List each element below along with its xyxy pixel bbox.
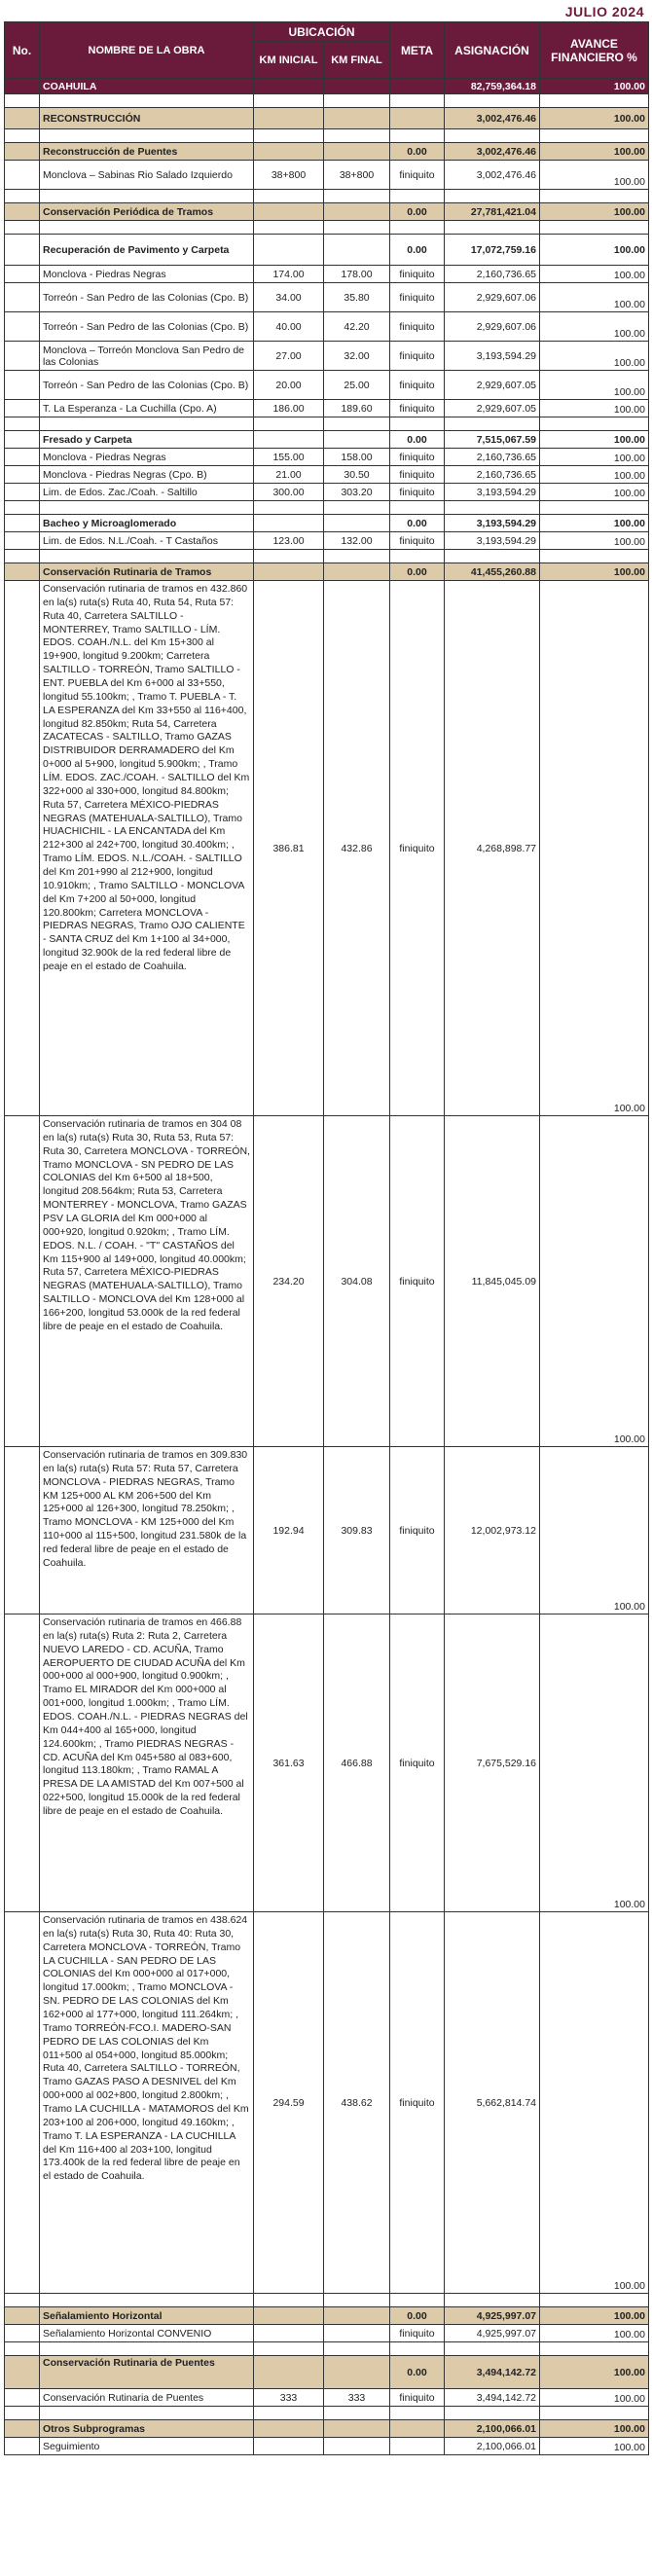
km-inicial: 300.00 [254, 484, 324, 501]
header-ubicacion: UBICACIÓN [254, 22, 390, 42]
meta: finiquito [390, 466, 445, 484]
meta: finiquito [390, 532, 445, 550]
program-avance: 100.00 [540, 2356, 649, 2389]
obra-description: Conservación rutinaria de tramos en 304 08 en la(s) ruta(s) Ruta 30, Ruta 53, Ruta 57: Ruta 30, Carretera MONCLOVA - TORREÓN, Tramo MONCLOVA - SN PEDRO DE LAS COLONIAS del Km 6+500 al 18+500, longitud 208.564km; Ruta 53, Carretera MONTERREY - MONCLOVA, Tramo GAZAS PSV LA GLORIA del Km 000+000 al 000+920, longitud 0.920km; , Tramo LÍM. EDOS. N.L. / COAH. - "T" CASTAÑOS del Km 115+900 al 149+000, longitud 40.000km; Ruta 57, Carretera MÉXICO-PIEDRAS NEGRAS (MATEHUALA-SALTILLO), Tramo SALTILLO - MONCLOVA del Km 128+000 al 166+200, longitud 53.000k de la red federal libre de peaje en el estado de Coahuila. [40, 1116, 254, 1447]
subprogram-meta: 0.00 [390, 515, 445, 532]
program-asignacion: 2,100,066.01 [445, 2420, 540, 2438]
asignacion: 2,100,066.01 [445, 2438, 540, 2455]
km-inicial: 174.00 [254, 266, 324, 283]
km-final: 178.00 [324, 266, 390, 283]
program-avance: 100.00 [540, 203, 649, 221]
obra-description: Conservación rutinaria de tramos en 438.624 en la(s) ruta(s) Ruta 30, Ruta 40: Ruta 30, Carretera MONCLOVA - TORREÓN, Tramo LA CUCHILLA - SAN PEDRO DE LAS COLONIAS del Km 000+000 al 017+000, longitud 17.000km; , Tramo MONCLOVA - SN. PEDRO DE LAS COLONIAS del Km 162+000 al 177+000, longitud 111.264km; , Tramo TORREÓN-FCO.I. MADERO-SAN PEDRO DE LAS COLONIAS del Km 011+500 al 054+000, longitud 85.000km; Ruta 40, Carretera SALTILLO - TORREÓN, Tramo GAZAS PASO A DESNIVEL del Km 000+000 al 002+800, longitud 2.800km; , Tramo LA CUCHILLA - MATAMOROS del Km 203+100 al 206+000, longitud 49.160km; , Tramo T. LA ESPERANZA - LA CUCHILLA del Km 116+400 al 203+100, longitud 173.400k de la red federal libre de peaje en el estado de Coahuila. [40, 1912, 254, 2294]
state-total-row [5, 79, 649, 94]
program-label: Otros Subprogramas [40, 2420, 254, 2438]
obra-name: Conservación Rutinaria de Puentes [40, 2389, 254, 2407]
subprogram-avance: 100.00 [540, 235, 649, 266]
table-row [5, 466, 649, 484]
asignacion: 3,193,594.29 [445, 532, 540, 550]
km-final: 38+800 [324, 161, 390, 190]
report-date: JULIO 2024 [564, 4, 644, 19]
asignacion: 2,929,607.05 [445, 371, 540, 400]
subprogram-avance: 100.00 [540, 431, 649, 449]
table-row [5, 1447, 649, 1615]
km-final: 35.80 [324, 283, 390, 312]
avance: 100.00 [540, 484, 649, 501]
obra-description: Conservación rutinaria de tramos en 309.830 en la(s) ruta(s) Ruta 57: Ruta 57, Carretera MONCLOVA - PIEDRAS NEGRAS, Tramo KM 125+000 AL KM 206+500 del Km 125+000 al 126+300, longitud 78.250km; , Tramo MONCLOVA - KM 125+000 del Km 110+000 al 115+500, longitud 231.580k de la red federal libre de peaje en el estado de Coahuila. [40, 1447, 254, 1615]
avance: 100.00 [540, 466, 649, 484]
table-row [5, 400, 649, 417]
obra-name: Monclova - Piedras Negras [40, 449, 254, 466]
subprogram-label: Recuperación de Pavimento y Carpeta [40, 235, 254, 266]
header-no: No. [5, 22, 40, 79]
obra-name: Lim. de Edos. Zac./Coah. - Saltillo [40, 484, 254, 501]
subprogram-label: Fresado y Carpeta [40, 431, 254, 449]
obras-table [4, 21, 649, 2455]
table-row [5, 342, 649, 371]
subprogram-row-recuperacion [5, 235, 649, 266]
avance: 100.00 [540, 312, 649, 342]
table-row [5, 283, 649, 312]
table-row [5, 484, 649, 501]
avance: 100.00 [540, 581, 649, 1116]
asignacion: 3,193,594.29 [445, 484, 540, 501]
program-avance: 100.00 [540, 108, 649, 129]
table-row [5, 581, 649, 1116]
program-meta: 0.00 [390, 2307, 445, 2325]
subprogram-row-puentes [5, 143, 649, 161]
asignacion: 2,160,736.65 [445, 266, 540, 283]
header-obra: NOMBRE DE LA OBRA [40, 22, 254, 79]
km-final: 32.00 [324, 342, 390, 371]
subprogram-asignacion: 7,515,067.59 [445, 431, 540, 449]
asignacion: 12,002,973.12 [445, 1447, 540, 1615]
avance: 100.00 [540, 161, 649, 190]
asignacion: 5,662,814.74 [445, 1912, 540, 2294]
km-inicial: 155.00 [254, 449, 324, 466]
table-row [5, 1615, 649, 1912]
table-row [5, 312, 649, 342]
table-row [5, 2325, 649, 2342]
program-row-reconstruccion [5, 108, 649, 129]
km-final: 438.62 [324, 1912, 390, 2294]
km-inicial: 386.81 [254, 581, 324, 1116]
table-row [5, 2438, 649, 2455]
subprogram-row-fresado [5, 431, 649, 449]
program-asignacion: 27,781,421.04 [445, 203, 540, 221]
meta: finiquito [390, 2325, 445, 2342]
km-final: 333 [324, 2389, 390, 2407]
meta: finiquito [390, 342, 445, 371]
km-inicial: 123.00 [254, 532, 324, 550]
program-avance: 100.00 [540, 2420, 649, 2438]
meta: finiquito [390, 371, 445, 400]
km-final: 189.60 [324, 400, 390, 417]
km-inicial: 186.00 [254, 400, 324, 417]
asignacion: 3,193,594.29 [445, 342, 540, 371]
meta: finiquito [390, 1912, 445, 2294]
avance: 100.00 [540, 1447, 649, 1615]
program-asignacion: 3,494,142.72 [445, 2356, 540, 2389]
subprogram-meta: 0.00 [390, 235, 445, 266]
meta: finiquito [390, 283, 445, 312]
header-asignacion: ASIGNACIÓN [445, 22, 540, 79]
asignacion: 2,929,607.05 [445, 400, 540, 417]
avance: 100.00 [540, 400, 649, 417]
asignacion: 2,929,607.06 [445, 283, 540, 312]
asignacion: 2,929,607.06 [445, 312, 540, 342]
km-final: 309.83 [324, 1447, 390, 1615]
km-inicial: 38+800 [254, 161, 324, 190]
avance: 100.00 [540, 266, 649, 283]
program-label: Señalamiento Horizontal [40, 2307, 254, 2325]
table-row [5, 1116, 649, 1447]
meta: finiquito [390, 1447, 445, 1615]
subprogram-avance: 100.00 [540, 143, 649, 161]
table-row [5, 1912, 649, 2294]
table-row [5, 371, 649, 400]
asignacion: 3,494,142.72 [445, 2389, 540, 2407]
subprogram-asignacion: 3,002,476.46 [445, 143, 540, 161]
meta: finiquito [390, 449, 445, 466]
km-inicial: 361.63 [254, 1615, 324, 1912]
meta: finiquito [390, 581, 445, 1116]
meta: finiquito [390, 400, 445, 417]
program-row-conservacion-periodica [5, 203, 649, 221]
km-inicial: 40.00 [254, 312, 324, 342]
program-label: RECONSTRUCCIÓN [40, 108, 254, 129]
meta: finiquito [390, 1615, 445, 1912]
km-inicial: 234.20 [254, 1116, 324, 1447]
obra-name: Seguimiento [40, 2438, 254, 2455]
avance: 100.00 [540, 532, 649, 550]
km-inicial: 333 [254, 2389, 324, 2407]
obra-name: Torreón - San Pedro de las Colonias (Cpo. B) [40, 312, 254, 342]
program-row-conservacion-rutinaria [5, 563, 649, 581]
km-inicial: 20.00 [254, 371, 324, 400]
meta: finiquito [390, 161, 445, 190]
km-final: 30.50 [324, 466, 390, 484]
table-row [5, 2389, 649, 2407]
table-row [5, 532, 649, 550]
obras-table-container [4, 21, 648, 2455]
program-meta: 0.00 [390, 2356, 445, 2389]
header-km-inicial: KM INICIAL [254, 42, 324, 79]
state-asignacion: 82,759,364.18 [445, 79, 540, 94]
program-row-senalamiento [5, 2307, 649, 2325]
table-row [5, 449, 649, 466]
km-final: 25.00 [324, 371, 390, 400]
subprogram-asignacion: 3,193,594.29 [445, 515, 540, 532]
obra-name: Torreón - San Pedro de las Colonias (Cpo. B) [40, 371, 254, 400]
asignacion: 3,002,476.46 [445, 161, 540, 190]
obra-name: Monclova - Piedras Negras [40, 266, 254, 283]
meta: finiquito [390, 266, 445, 283]
subprogram-avance: 100.00 [540, 515, 649, 532]
subprogram-meta: 0.00 [390, 143, 445, 161]
km-inicial: 21.00 [254, 466, 324, 484]
program-label: Conservación Rutinaria de Tramos [40, 563, 254, 581]
obra-name: Lim. de Edos. N.L./Coah. - T Castaños [40, 532, 254, 550]
subprogram-label: Reconstrucción de Puentes [40, 143, 254, 161]
km-final: 303.20 [324, 484, 390, 501]
program-label: Conservación Rutinaria de Puentes [40, 2356, 254, 2389]
program-avance: 100.00 [540, 2307, 649, 2325]
header-km-final: KM FINAL [324, 42, 390, 79]
obra-name: Monclova - Piedras Negras (Cpo. B) [40, 466, 254, 484]
avance: 100.00 [540, 449, 649, 466]
program-avance: 100.00 [540, 563, 649, 581]
program-row-otros [5, 2420, 649, 2438]
obra-description: Conservación rutinaria de tramos en 466.88 en la(s) ruta(s) Ruta 2: Ruta 2, Carretera NUEVO LAREDO - CD. ACUÑA, Tramo AEROPUERTO DE CIUDAD ACUÑA del Km 000+000 al 000+900, longitud 0.900km; , Tramo EL MIRADOR del Km 000+000 al 001+000, longitud 1.000km; , Tramo LÍM. EDOS. COAH./N.L. - PIEDRAS NEGRAS del Km 044+400 al 165+000, longitud 124.600km; , Tramo PIEDRAS NEGRAS - CD. ACUÑA del Km 045+580 al 083+600, longitud 113.180km; , Tramo RAMAL A PRESA DE LA AMISTAD del Km 007+500 al 022+500, longitud 15.000k de la red federal libre de peaje en el estado de Coahuila. [40, 1615, 254, 1912]
asignacion: 4,925,997.07 [445, 2325, 540, 2342]
obra-name: T. La Esperanza - La Cuchilla (Cpo. A) [40, 400, 254, 417]
obra-description: Conservación rutinaria de tramos en 432.860 en la(s) ruta(s) Ruta 40, Ruta 54, Ruta 57: Ruta 40, Carretera SALTILLO - MONTERREY, Tramo SALTILLO - LÍM. EDOS. COAH./N.L. del Km 15+300 al 19+900, longitud 9.200km; Carretera SALTILLO - TORREÓN, Tramo SALTILLO - ENT. PUEBLA del Km 6+000 al 33+550, longitud 55.100km; , Tramo T. PUEBLA - T. LA ESPERANZA del Km 33+550 al 116+400, longitud 82.850km; Ruta 54, Carretera ZACATECAS - SALTILLO, Tramo GAZAS DISTRIBUIDOR DERRAMADERO del Km 0+000 al 5+900, longitud 5.900km; , Tramo LÍM. EDOS. ZAC./COAH. - SALTILLO del Km 322+000 al 330+000, longitud 84.800km; Ruta 57, Carretera MÉXICO-PIEDRAS NEGRAS (MATEHUALA-SALTILLO), Tramo HUACHICHIL - LA ENCANTADA del Km 212+300 al 242+700, longitud 30.400km; , Tramo LÍM. EDOS. N.L./COAH. - SALTILLO del Km 201+990 al 212+900, longitud 10.910km; , Tramo SALTILLO - MONCLOVA del Km 7+200 al 50+000, longitud 120.800km; Carretera MONCLOVA - PIEDRAS NEGRAS, Tramo OJO CALIENTE - SANTA CRUZ del Km 1+100 al 34+000, longitud 32.900k de la red federal libre de peaje en el estado de Coahuila. [40, 581, 254, 1116]
asignacion: 2,160,736.65 [445, 466, 540, 484]
meta: finiquito [390, 484, 445, 501]
obra-name: Monclova – Torreón Monclova San Pedro de las Colonias [40, 342, 254, 371]
km-final: 158.00 [324, 449, 390, 466]
program-asignacion: 4,925,997.07 [445, 2307, 540, 2325]
table-row [5, 266, 649, 283]
km-inicial: 192.94 [254, 1447, 324, 1615]
obra-name: Señalamiento Horizontal CONVENIO [40, 2325, 254, 2342]
asignacion: 7,675,529.16 [445, 1615, 540, 1912]
avance: 100.00 [540, 2325, 649, 2342]
avance: 100.00 [540, 283, 649, 312]
avance: 100.00 [540, 342, 649, 371]
meta: finiquito [390, 312, 445, 342]
avance: 100.00 [540, 1116, 649, 1447]
avance: 100.00 [540, 1615, 649, 1912]
meta: finiquito [390, 2389, 445, 2407]
obra-name: Monclova – Sabinas Rio Salado Izquierdo [40, 161, 254, 190]
km-inicial: 34.00 [254, 283, 324, 312]
program-meta: 0.00 [390, 203, 445, 221]
asignacion: 4,268,898.77 [445, 581, 540, 1116]
subprogram-row-bacheo [5, 515, 649, 532]
km-final: 42.20 [324, 312, 390, 342]
avance: 100.00 [540, 371, 649, 400]
program-label: Conservación Periódica de Tramos [40, 203, 254, 221]
table-row [5, 161, 649, 190]
state-avance: 100.00 [540, 79, 649, 94]
program-row-rutinaria-puentes [5, 2356, 649, 2389]
km-inicial: 27.00 [254, 342, 324, 371]
km-final: 304.08 [324, 1116, 390, 1447]
obra-name: Torreón - San Pedro de las Colonias (Cpo. B) [40, 283, 254, 312]
km-final: 432.86 [324, 581, 390, 1116]
meta: finiquito [390, 1116, 445, 1447]
avance: 100.00 [540, 1912, 649, 2294]
header-meta: META [390, 22, 445, 79]
avance: 100.00 [540, 2389, 649, 2407]
program-asignacion: 41,455,260.88 [445, 563, 540, 581]
km-final: 466.88 [324, 1615, 390, 1912]
km-final: 132.00 [324, 532, 390, 550]
subprogram-label: Bacheo y Microaglomerado [40, 515, 254, 532]
header-avance: AVANCE FINANCIERO % [540, 22, 649, 79]
asignacion: 11,845,045.09 [445, 1116, 540, 1447]
program-asignacion: 3,002,476.46 [445, 108, 540, 129]
subprogram-meta: 0.00 [390, 431, 445, 449]
program-meta: 0.00 [390, 563, 445, 581]
asignacion: 2,160,736.65 [445, 449, 540, 466]
avance: 100.00 [540, 2438, 649, 2455]
state-label: COAHUILA [40, 79, 254, 94]
km-inicial: 294.59 [254, 1912, 324, 2294]
subprogram-asignacion: 17,072,759.16 [445, 235, 540, 266]
